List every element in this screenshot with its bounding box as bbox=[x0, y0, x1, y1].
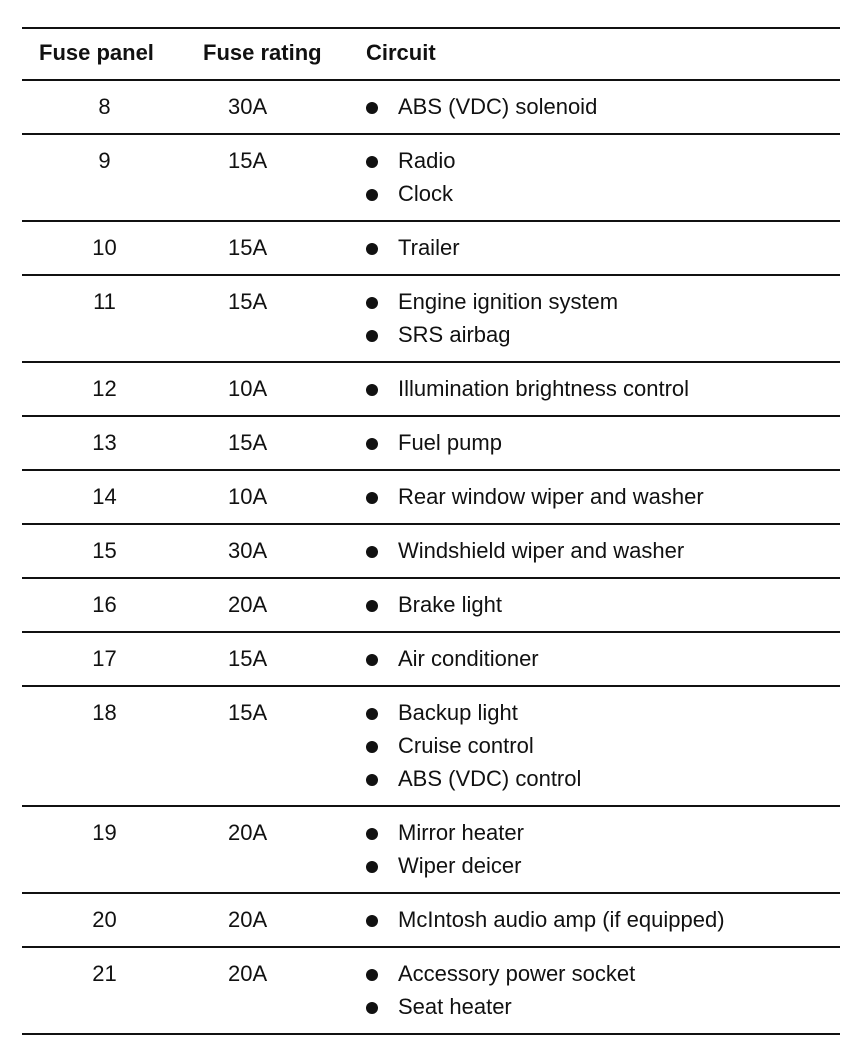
fuse-rating-value: 20A bbox=[228, 961, 268, 986]
header-fuse-panel: Fuse panel bbox=[39, 40, 154, 65]
fuse-panel-number: 16 bbox=[92, 592, 117, 617]
bullet-icon bbox=[366, 189, 378, 201]
circuit-label: Accessory power socket bbox=[398, 961, 636, 986]
fuse-rating-value: 20A bbox=[228, 592, 268, 617]
circuit-label: Radio bbox=[398, 148, 456, 173]
bullet-icon bbox=[366, 741, 378, 753]
table-row bbox=[22, 579, 840, 633]
circuit-label: Rear window wiper and washer bbox=[398, 484, 704, 509]
bullet-icon bbox=[366, 243, 378, 255]
table-row bbox=[22, 471, 840, 525]
fuse-rating-value: 30A bbox=[228, 538, 268, 563]
circuit-label: Wiper deicer bbox=[398, 853, 522, 878]
fuse-rating-value: 15A bbox=[228, 235, 268, 260]
circuit-label: ABS (VDC) solenoid bbox=[398, 94, 598, 119]
circuit-label: McIntosh audio amp (if equipped) bbox=[398, 907, 725, 932]
fuse-rating-value: 10A bbox=[228, 376, 268, 401]
table-row bbox=[22, 633, 840, 687]
bullet-icon bbox=[366, 384, 378, 396]
bullet-icon bbox=[366, 774, 378, 786]
header-fuse-rating: Fuse rating bbox=[203, 40, 322, 65]
fuse-rating-value: 15A bbox=[228, 646, 268, 671]
circuit-label: Engine ignition system bbox=[398, 289, 619, 314]
fuse-panel-number: 12 bbox=[92, 376, 117, 401]
table-row bbox=[22, 894, 840, 948]
table-row bbox=[22, 807, 840, 894]
bullet-icon bbox=[366, 438, 378, 450]
bullet-icon bbox=[366, 828, 378, 840]
bullet-icon bbox=[366, 969, 378, 981]
circuit-label: Seat heater bbox=[398, 994, 512, 1019]
fuse-rating-value: 15A bbox=[228, 700, 268, 725]
fuse-panel-number: 20 bbox=[92, 907, 117, 932]
table-row bbox=[22, 363, 840, 417]
fuse-panel-number: 14 bbox=[92, 484, 117, 509]
circuit-label: Mirror heater bbox=[398, 820, 524, 845]
table-row bbox=[22, 276, 840, 363]
fuse-rating-value: 20A bbox=[228, 820, 268, 845]
bullet-icon bbox=[366, 654, 378, 666]
fuse-panel-number: 21 bbox=[92, 961, 117, 986]
bullet-icon bbox=[366, 1002, 378, 1014]
bullet-icon bbox=[366, 297, 378, 309]
fuse-panel-number: 9 bbox=[98, 148, 111, 173]
fuse-table bbox=[22, 27, 840, 1035]
table-row bbox=[22, 81, 840, 135]
bullet-icon bbox=[366, 915, 378, 927]
circuit-label: Windshield wiper and washer bbox=[398, 538, 685, 563]
circuit-label: Trailer bbox=[398, 235, 460, 260]
fuse-rating-value: 20A bbox=[228, 907, 268, 932]
circuit-label: SRS airbag bbox=[398, 322, 511, 347]
fuse-rating-value: 15A bbox=[228, 430, 268, 455]
bullet-icon bbox=[366, 600, 378, 612]
bullet-icon bbox=[366, 861, 378, 873]
bullet-icon bbox=[366, 546, 378, 558]
circuit-label: Backup light bbox=[398, 700, 518, 725]
circuit-label: Cruise control bbox=[398, 733, 534, 758]
circuit-label: Illumination brightness control bbox=[398, 376, 690, 401]
fuse-rating-value: 15A bbox=[228, 148, 268, 173]
fuse-panel-number: 10 bbox=[92, 235, 117, 260]
circuit-label: Fuel pump bbox=[398, 430, 502, 455]
circuit-label: Brake light bbox=[398, 592, 502, 617]
fuse-panel-number: 19 bbox=[92, 820, 117, 845]
fuse-panel-number: 8 bbox=[98, 94, 111, 119]
fuse-rating-value: 30A bbox=[228, 94, 268, 119]
table-row bbox=[22, 525, 840, 579]
table-header bbox=[22, 27, 840, 81]
bullet-icon bbox=[366, 708, 378, 720]
fuse-panel-number: 17 bbox=[92, 646, 117, 671]
circuit-label: Clock bbox=[398, 181, 454, 206]
table-row bbox=[22, 135, 840, 222]
circuit-label: ABS (VDC) control bbox=[398, 766, 582, 791]
table-row bbox=[22, 222, 840, 276]
bullet-icon bbox=[366, 102, 378, 114]
header-circuit: Circuit bbox=[366, 40, 436, 65]
table-body bbox=[22, 81, 840, 1035]
fuse-rating-value: 10A bbox=[228, 484, 268, 509]
table-row bbox=[22, 687, 840, 807]
fuse-panel-number: 15 bbox=[92, 538, 117, 563]
bullet-icon bbox=[366, 492, 378, 504]
table-row bbox=[22, 948, 840, 1035]
bullet-icon bbox=[366, 156, 378, 168]
fuse-panel-number: 13 bbox=[92, 430, 117, 455]
fuse-rating-value: 15A bbox=[228, 289, 268, 314]
fuse-panel-number: 18 bbox=[92, 700, 117, 725]
fuse-panel-number: 11 bbox=[93, 289, 116, 314]
circuit-label: Air conditioner bbox=[398, 646, 539, 671]
bullet-icon bbox=[366, 330, 378, 342]
table-row bbox=[22, 417, 840, 471]
